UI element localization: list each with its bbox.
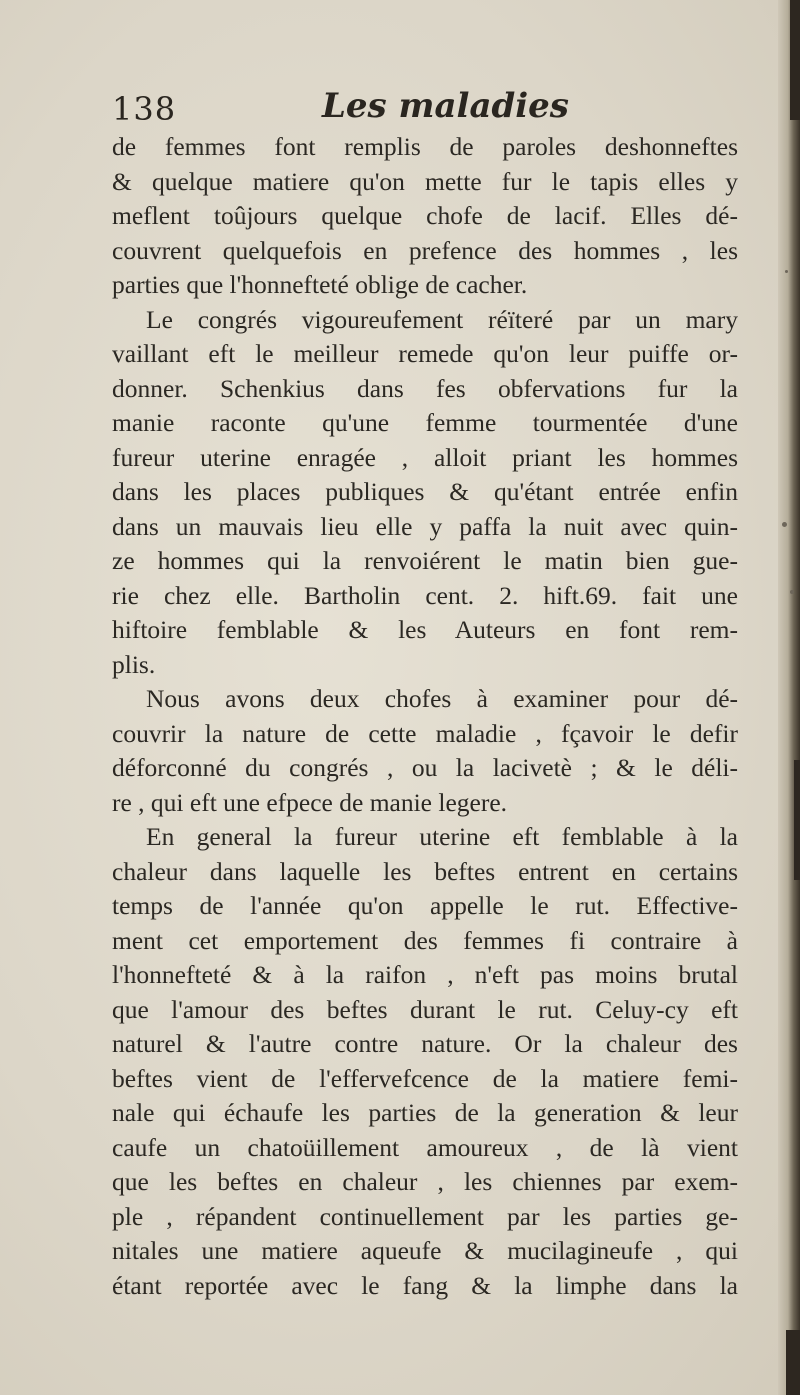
text-line: Le congrés vigoureufement réïteré par un mary — [146, 304, 738, 334]
paper-speck — [785, 270, 788, 273]
text-line: couvrent quelquefois en prefence des hommes , les — [112, 235, 738, 265]
text-line: ment cet emportement des femmes fi contraire à — [112, 925, 738, 955]
spine-shadow-bottom — [786, 1330, 800, 1395]
text-line: dans les places publiques & qu'étant entrée enfin — [112, 477, 738, 506]
text-line: ple , répandent continuellement par les parties ge- — [112, 1201, 738, 1231]
text-line: vaillant eft le meilleur remede qu'on leur puiffe or- — [112, 339, 738, 368]
text-line: fureur uterine enragée , alloit priant les hommes — [112, 442, 738, 472]
page-number: 138 — [112, 90, 177, 128]
text-line: manie raconte qu'une femme tourmentée d'une — [112, 408, 738, 437]
text-line: couvrir la nature de cette maladie , fçavoir le defir — [112, 718, 738, 748]
text-line: étant reportée avec le fang & la limphe dans la — [112, 1270, 738, 1300]
paper-speck — [782, 522, 787, 527]
text-line: l'honnefteté & à la raifon , n'eft pas moins brutal — [112, 960, 738, 989]
text-line: plis. — [112, 649, 156, 679]
text-line: dans un mauvais lieu elle y paffa la nuit avec quin- — [112, 511, 738, 541]
text-line: que l'amour des beftes durant le rut. Celuy-cy eft — [112, 994, 738, 1024]
text-line: rie chez elle. Bartholin cent. 2. hift.69. fait une — [112, 580, 738, 610]
running-title: Les maladies — [322, 86, 569, 126]
text-line: meflent toûjours quelque chofe de lacif. Elles dé- — [112, 201, 738, 230]
text-line: beftes vient de l'effervefcence de la matiere femi- — [112, 1063, 738, 1093]
paper-speck — [790, 590, 794, 594]
text-line: ze hommes qui la renvoiérent le matin bien gue- — [112, 546, 738, 575]
text-line: nale qui échaufe les parties de la generation & leur — [112, 1098, 738, 1127]
text-line: nitales une matiere aqueufe & mucilagineufe , qui — [112, 1236, 738, 1265]
book-spine-edge — [778, 0, 800, 1395]
text-line: temps de l'année qu'on appelle le rut. Effective- — [112, 891, 738, 920]
body-text — [112, 130, 738, 1303]
text-line: donner. Schenkius dans fes obfervations fur la — [112, 373, 738, 403]
spine-shadow-mid — [794, 760, 800, 880]
text-line: Nous avons deux chofes à examiner pour dé- — [146, 684, 738, 713]
text-line: caufe un chatoüillement amoureux , de là vient — [112, 1132, 738, 1162]
page-header — [112, 84, 732, 130]
text-line: parties que l'honnefteté oblige de cacher. — [112, 270, 528, 299]
text-line: En general la fureur uterine eft femblable à la — [146, 822, 738, 851]
text-line: hiftoire femblable & les Auteurs en font rem- — [112, 615, 738, 644]
text-line: & quelque matiere qu'on mette fur le tapis elles y — [112, 166, 738, 196]
text-line: re , qui eft une efpece de manie legere. — [112, 787, 508, 817]
text-line: que les beftes en chaleur , les chiennes par exem- — [112, 1167, 738, 1196]
text-line: naturel & l'autre contre nature. Or la chaleur des — [112, 1029, 738, 1058]
text-line: chaleur dans laquelle les beftes entrent en certains — [112, 856, 738, 886]
text-line: de femmes font remplis de paroles deshonneftes — [112, 132, 738, 161]
spine-shadow-top — [790, 0, 800, 120]
text-line: déforconné du congrés , ou la lacivetè ; & le déli- — [112, 753, 738, 782]
